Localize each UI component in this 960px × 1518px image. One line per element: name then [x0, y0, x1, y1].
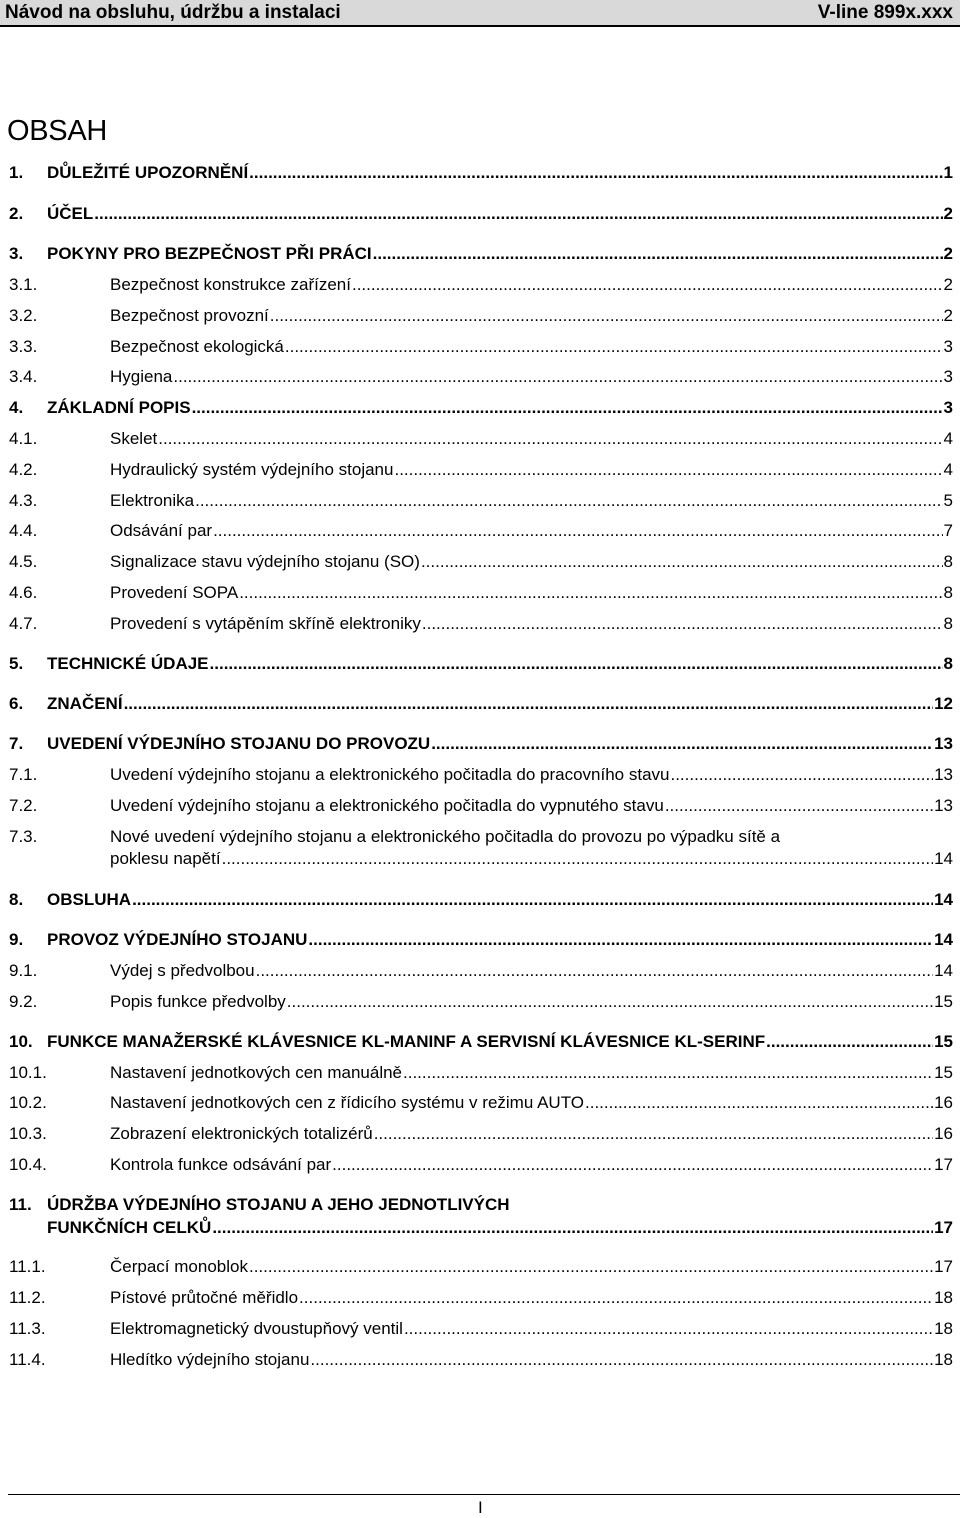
header-document-title: Návod na obsluhu, údržbu a instalaci — [5, 2, 341, 23]
toc-entry-page: 3 — [943, 337, 953, 356]
toc-entry-title: Elektronika — [110, 491, 195, 510]
toc-entry-page: 4 — [943, 429, 953, 448]
toc-entry-title: ZNAČENÍ — [47, 694, 123, 713]
toc-dot-leader — [222, 848, 933, 870]
toc-entry-page: 17 — [934, 1155, 953, 1174]
toc-entry-number: 3.3. — [9, 337, 38, 356]
toc-entry-title: Hledítko výdejního stojanu — [110, 1350, 310, 1369]
toc-entry-number: 10.1. — [9, 1063, 47, 1082]
toc-entry-title: POKYNY PRO BEZPEČNOST PŘI PRÁCI — [47, 244, 372, 263]
toc-entry-title: Elektromagnetický dvoustupňový ventil — [110, 1319, 403, 1338]
toc-dot-leader — [270, 305, 943, 327]
toc-entry-page: 2 — [943, 244, 953, 263]
toc-dot-leader — [285, 336, 943, 358]
toc-dot-leader — [94, 203, 942, 225]
toc-entry-number: 3.1. — [9, 275, 38, 294]
toc-dot-leader — [195, 490, 942, 512]
toc-entry-page: 14 — [934, 849, 953, 868]
toc-entry-title: Bezpečnost ekologická — [110, 337, 284, 356]
toc-entry-page: 16 — [934, 1093, 953, 1112]
toc-dot-leader — [310, 1349, 933, 1371]
toc-entry-page: 18 — [934, 1319, 953, 1338]
toc-entry-page: 15 — [934, 992, 953, 1011]
toc-entry-number: 7.1. — [9, 765, 38, 784]
toc-entry-page: 17 — [934, 1257, 953, 1276]
toc-entry-title: Nastavení jednotkových cen z řídicího systému v režimu AUTO — [110, 1093, 584, 1112]
toc-dot-leader — [249, 1256, 933, 1278]
toc-entry-number: 11.3. — [9, 1319, 46, 1338]
toc-heading: OBSAH — [7, 115, 108, 147]
toc-entry-page: 13 — [934, 796, 953, 815]
toc-entry-page: 16 — [934, 1124, 953, 1143]
toc-entry-title: Signalizace stavu výdejního stojanu (SO) — [110, 552, 420, 571]
toc-entry-title: Uvedení výdejního stojanu a elektronického počitadla do vypnutého stavu — [110, 796, 664, 815]
toc-entry-title: OBSLUHA — [47, 890, 132, 909]
toc-entry-page: 17 — [934, 1218, 953, 1237]
toc-dot-leader — [212, 1217, 933, 1239]
toc-entry-title: Kontrola funkce odsávání par — [110, 1155, 332, 1174]
toc-entry-title: Hygiena — [110, 367, 173, 386]
toc-entry-title: FUNKCE MANAŽERSKÉ KLÁVESNICE KL-MANINF A SERVISNÍ KLÁVESNICE KL-SERINF — [47, 1032, 766, 1051]
toc-entry-title: Odsávání par — [110, 521, 213, 540]
toc-dot-leader — [404, 1318, 933, 1340]
toc-entry-title: Popis funkce předvolby — [110, 992, 286, 1011]
toc-entry-page: 15 — [934, 1063, 953, 1082]
toc-dot-leader — [287, 991, 933, 1013]
toc-entry-page: 8 — [943, 654, 953, 673]
toc-entry-number: 7. — [9, 734, 24, 753]
toc-entry-title: Bezpečnost provozní — [110, 306, 269, 325]
toc-entry-number: 3. — [9, 244, 24, 263]
toc-entry-title: FUNKČNÍCH CELKŮ — [47, 1218, 212, 1237]
toc-entry-page: 5 — [943, 491, 953, 510]
toc-entry-number: 7.3. — [9, 827, 38, 846]
toc-entry-page: 14 — [934, 890, 953, 909]
toc-entry-page: 18 — [934, 1350, 953, 1369]
toc-dot-leader — [422, 613, 943, 635]
header-model-name: V-line 899x.xxx — [817, 2, 953, 23]
toc-entry-page: 3 — [943, 367, 953, 386]
toc-entry-title: Zobrazení elektronických totalizérů — [110, 1124, 373, 1143]
toc-dot-leader — [766, 1031, 933, 1053]
toc-entry-title-line1: ÚDRŽBA VÝDEJNÍHO STOJANU A JEHO JEDNOTLIVÝCH — [47, 1195, 510, 1214]
toc-dot-leader — [431, 733, 933, 755]
toc-entry-title: poklesu napětí — [110, 849, 221, 868]
toc-dot-leader — [158, 428, 942, 450]
toc-entry-page: 12 — [934, 694, 953, 713]
toc-entry-page: 4 — [943, 460, 953, 479]
toc-entry-title: Uvedení výdejního stojanu a elektronického počitadla do pracovního stavu — [110, 765, 670, 784]
toc-entry-page: 14 — [934, 961, 953, 980]
toc-dot-leader — [249, 162, 942, 184]
toc-entry-title: Provedení SOPA — [110, 583, 239, 602]
toc-entry-number: 8. — [9, 890, 24, 909]
toc-dot-leader — [665, 795, 933, 817]
toc-entry-page: 8 — [943, 583, 953, 602]
toc-dot-leader — [421, 551, 943, 573]
toc-entry-title: Čerpací monoblok — [110, 1257, 248, 1276]
footer-page-number: I — [478, 1498, 483, 1517]
toc-entry-number: 10. — [9, 1032, 33, 1051]
toc-entry-number: 9.1. — [9, 961, 38, 980]
toc-dot-leader — [210, 653, 943, 675]
toc-entry-page: 7 — [943, 521, 953, 540]
toc-entry-page: 13 — [934, 765, 953, 784]
toc-dot-leader — [192, 397, 943, 419]
toc-entry-title: Pístové průtočné měřidlo — [110, 1288, 299, 1307]
toc-entry-number: 4.1. — [9, 429, 38, 448]
toc-entry-title: TECHNICKÉ ÚDAJE — [47, 654, 209, 673]
toc-entry-number: 11.1. — [9, 1257, 46, 1276]
toc-entry-number: 4.2. — [9, 460, 38, 479]
toc-entry-number: 11.4. — [9, 1350, 46, 1369]
toc-entry-title: ZÁKLADNÍ POPIS — [47, 398, 191, 417]
toc-dot-leader — [308, 929, 933, 951]
toc-entry-number: 4.7. — [9, 614, 38, 633]
toc-entry-title: Bezpečnost konstrukce zařízení — [110, 275, 351, 294]
toc-entry-page: 14 — [934, 930, 953, 949]
toc-entry-number: 11. — [9, 1195, 32, 1214]
toc-entry-page: 13 — [934, 734, 953, 753]
toc-dot-leader — [374, 1123, 933, 1145]
toc-entry-title-line1: Nové uvedení výdejního stojanu a elektronického počitadla do provozu po výpadku sítě a — [110, 827, 781, 846]
toc-entry-page: 2 — [943, 204, 953, 223]
toc-entry-number: 7.2. — [9, 796, 38, 815]
toc-entry-number: 9. — [9, 930, 24, 949]
toc-dot-leader — [394, 459, 942, 481]
toc-entry-page: 15 — [934, 1032, 953, 1051]
toc-dot-leader — [173, 366, 942, 388]
toc-dot-leader — [132, 889, 933, 911]
toc-dot-leader — [213, 520, 942, 542]
toc-entry-page: 1 — [943, 163, 953, 182]
toc-entry-title: ÚČEL — [47, 204, 94, 223]
toc-entry-title: Výdej s předvolbou — [110, 961, 255, 980]
toc-entry-number: 5. — [9, 654, 24, 673]
toc-entry-title: Skelet — [110, 429, 158, 448]
toc-entry-number: 4.5. — [9, 552, 38, 571]
toc-entry-number: 1. — [9, 163, 24, 182]
toc-entry-title: PROVOZ VÝDEJNÍHO STOJANU — [47, 930, 308, 949]
toc-entry-page: 2 — [943, 306, 953, 325]
toc-dot-leader — [124, 693, 934, 715]
toc-dot-leader — [585, 1092, 933, 1114]
toc-dot-leader — [352, 274, 943, 296]
toc-entry-number: 3.4. — [9, 367, 38, 386]
page-header — [0, 0, 960, 27]
toc-dot-leader — [670, 764, 933, 786]
toc-dot-leader — [373, 243, 943, 265]
toc-entry-page: 2 — [943, 275, 953, 294]
toc-entry-number: 4.4. — [9, 521, 38, 540]
toc-entry-title: DŮLEŽITÉ UPOZORNĚNÍ — [47, 163, 249, 182]
toc-dot-leader — [256, 960, 933, 982]
toc-entry-number: 10.3. — [9, 1124, 47, 1143]
toc-entry-number: 9.2. — [9, 992, 38, 1011]
toc-entry-page: 3 — [943, 398, 953, 417]
toc-dot-leader — [332, 1154, 933, 1176]
footer-divider — [8, 1494, 960, 1495]
toc-entry-number: 2. — [9, 204, 24, 223]
toc-dot-leader — [403, 1062, 933, 1084]
toc-dot-leader — [299, 1287, 933, 1309]
toc-entry-number: 10.2. — [9, 1093, 47, 1112]
toc-entry-number: 4. — [9, 398, 24, 417]
toc-entry-title: UVEDENÍ VÝDEJNÍHO STOJANU DO PROVOZU — [47, 734, 431, 753]
toc-entry-title: Provedení s vytápěním skříně elektroniky — [110, 614, 421, 633]
toc-dot-leader — [239, 582, 942, 604]
toc-entry-number: 10.4. — [9, 1155, 47, 1174]
toc-entry-title: Hydraulický systém výdejního stojanu — [110, 460, 394, 479]
toc-entry-page: 8 — [943, 614, 953, 633]
toc-entry-number: 4.3. — [9, 491, 38, 510]
toc-entry-page: 18 — [934, 1288, 953, 1307]
toc-entry-number: 6. — [9, 694, 24, 713]
toc-entry-number: 3.2. — [9, 306, 38, 325]
toc-entry-title: Nastavení jednotkových cen manuálně — [110, 1063, 403, 1082]
toc-entry-number: 4.6. — [9, 583, 38, 602]
toc-entry-page: 8 — [943, 552, 953, 571]
toc-entry-number: 11.2. — [9, 1288, 46, 1307]
